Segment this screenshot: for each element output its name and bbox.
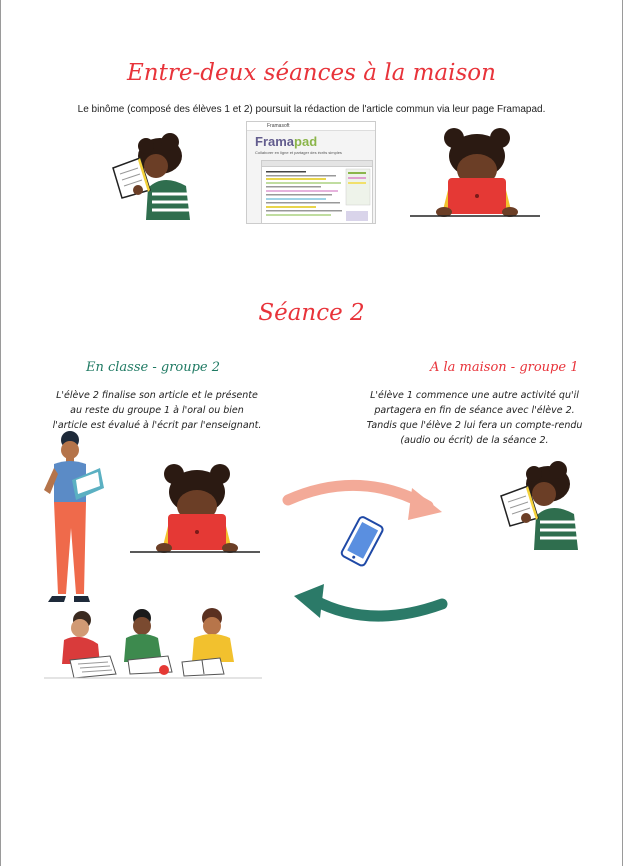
home-reading-student-illustration bbox=[496, 456, 586, 554]
students-group-illustration bbox=[44, 604, 262, 680]
smartphone-icon bbox=[340, 516, 384, 567]
page-title: Entre-deux séances à la maison bbox=[127, 60, 496, 86]
right-section-text: L'élève 1 commence une autre activité qu'il partagera en fin de séance avec l'élève 2. Tandis que l'élève 2 lui fera un compte-rendu (audio ou écrit) de la séance 2. bbox=[366, 390, 583, 446]
framapad-top-bar: Framasoft bbox=[247, 122, 375, 131]
left-section-heading: En classe - groupe 2 bbox=[86, 360, 221, 375]
reading-student-illustration bbox=[108, 128, 198, 223]
arrow-to-home-icon bbox=[288, 485, 428, 506]
left-section-text: L'élève 2 finalise son article et le présente au reste du groupe 1 à l'oral ou bien l'article est évalué à l'écrit par l'enseignant. bbox=[52, 390, 262, 431]
teacher-illustration bbox=[36, 428, 116, 606]
arrow-to-class-icon bbox=[314, 600, 442, 616]
classroom-laptop-student-illustration bbox=[128, 464, 263, 556]
session-title: Séance 2 bbox=[258, 300, 365, 326]
framapad-screenshot bbox=[246, 121, 376, 224]
right-section-heading: A la maison - groupe 1 bbox=[430, 360, 579, 375]
exchange-arrows-illustration bbox=[280, 462, 450, 632]
intro-text: Le binôme (composé des élèves 1 et 2) poursuit la rédaction de l'article commun via leur page Framapad. bbox=[77, 104, 546, 115]
laptop-student-illustration bbox=[408, 128, 543, 220]
framapad-editor bbox=[261, 160, 373, 224]
framapad-logo: Framapad bbox=[255, 134, 318, 149]
framapad-tagline: Collaborer en ligne et partager des écrits simples bbox=[255, 150, 342, 155]
